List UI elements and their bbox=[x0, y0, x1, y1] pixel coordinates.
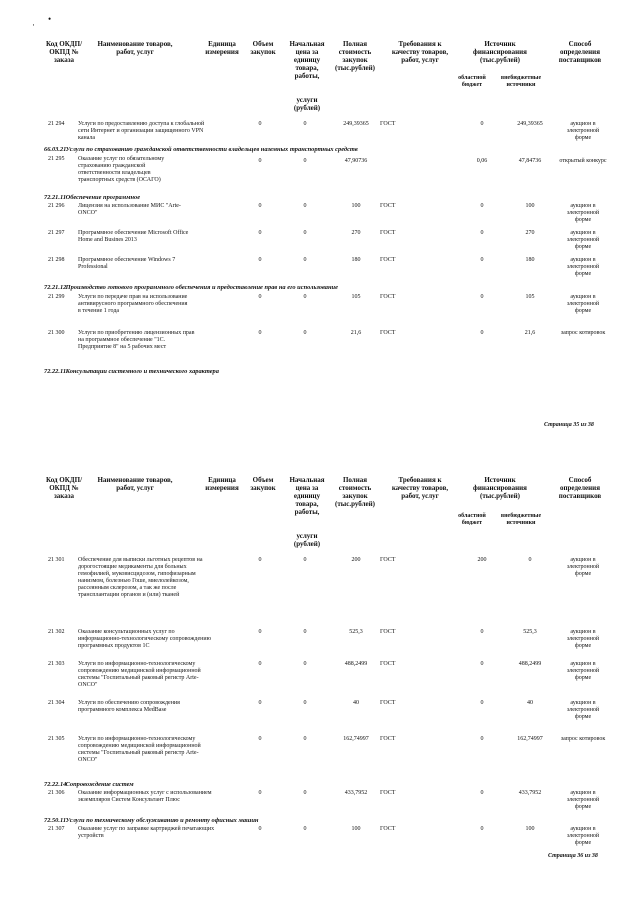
offbudget: 270 bbox=[525, 230, 535, 236]
total-cost: 47,90736 bbox=[344, 158, 368, 164]
volume: 0 bbox=[258, 557, 262, 563]
col-header-name: Наименование товаров, работ, услуг bbox=[97, 476, 173, 492]
offbudget: 0 bbox=[528, 557, 532, 563]
procurement-method: открытый конкурс bbox=[559, 158, 607, 164]
order-number: 21 297 bbox=[48, 230, 65, 236]
total-cost: 270 bbox=[351, 230, 361, 236]
order-number: 21 302 bbox=[48, 629, 65, 635]
regional-budget: 0,06 bbox=[476, 158, 488, 164]
volume: 0 bbox=[258, 203, 262, 209]
offbudget: 525,3 bbox=[523, 629, 537, 635]
volume: 0 bbox=[258, 330, 262, 336]
total-cost: 433,7952 bbox=[344, 790, 368, 796]
order-number: 21 296 bbox=[48, 203, 65, 209]
offbudget: 488,2499 bbox=[518, 661, 542, 667]
offbudget: 433,7952 bbox=[518, 790, 542, 796]
procurement-method: аукцион в электронной форме bbox=[566, 230, 600, 250]
col-header-unit: Единица измерения bbox=[205, 476, 239, 492]
requirements: ГОСТ bbox=[380, 629, 396, 635]
item-name: Оказание информационных услуг с использованием экземпляров Систем Консультант Плюс bbox=[78, 790, 212, 803]
volume: 0 bbox=[258, 700, 262, 706]
col-header-volume: Объем закупок bbox=[250, 476, 276, 492]
offbudget: 105 bbox=[525, 294, 535, 300]
order-number: 21 306 bbox=[48, 790, 65, 796]
section-heading: 72.21.11 Обеспечение программное bbox=[44, 194, 141, 201]
regional-budget: 0 bbox=[480, 257, 484, 263]
col-header-requirements: Требования к качеству товаров, работ, услуг bbox=[391, 40, 449, 64]
requirements: ГОСТ bbox=[380, 121, 396, 127]
col-header-name: Наименование товаров, работ, услуг bbox=[97, 40, 173, 56]
requirements: ГОСТ bbox=[380, 826, 396, 832]
procurement-method: аукцион в электронной форме bbox=[566, 121, 600, 141]
col-header-source: Источник финансирования (тыс.рублей) bbox=[473, 476, 527, 500]
page-number: Страница 36 из 38 bbox=[548, 853, 598, 859]
col-header-total: Полная стоимость закупок (тыс.рублей) bbox=[334, 40, 376, 72]
volume: 0 bbox=[258, 121, 262, 127]
col-header-total: Полная стоимость закупок (тыс.рублей) bbox=[334, 476, 376, 508]
offbudget: 162,74997 bbox=[517, 736, 543, 742]
document-page-35 bbox=[0, 0, 640, 450]
volume: 0 bbox=[258, 230, 262, 236]
col-header-method: Способ определения поставщиков bbox=[558, 476, 602, 500]
item-name: Оказание услуг по заправке картриджей печатающих устройств bbox=[78, 826, 215, 839]
volume: 0 bbox=[258, 826, 262, 832]
scan-mark: · bbox=[32, 20, 35, 30]
unit-price: 0 bbox=[303, 294, 307, 300]
unit-price: 0 bbox=[303, 121, 307, 127]
offbudget: 249,39365 bbox=[517, 121, 543, 127]
volume: 0 bbox=[258, 736, 262, 742]
offbudget: 100 bbox=[525, 826, 535, 832]
procurement-method: аукцион в электронной форме bbox=[566, 700, 600, 720]
document-page-36 bbox=[0, 455, 640, 905]
order-number: 21 295 bbox=[48, 156, 65, 162]
total-cost: 21,6 bbox=[350, 330, 362, 336]
item-name: Услуги по приобретению лицензионных прав на программное обеспечение "1С. Предприятие 8" на 5 рабочих мест bbox=[78, 330, 195, 350]
requirements: ГОСТ bbox=[380, 203, 396, 209]
item-name: Программное обеспечение Windows 7 Professional bbox=[78, 257, 176, 270]
item-name: Оказание услуг по обязательному страхованию гражданской ответственности владельцев транспортных средств (ОСАГО) bbox=[78, 156, 165, 183]
requirements: ГОСТ bbox=[380, 294, 396, 300]
item-name: Услуги по информационно-технологическому сопровождению медицинской информационной системы "Госпитальный раковый регистр Arte-ONCO" bbox=[78, 736, 201, 763]
volume: 0 bbox=[258, 661, 262, 667]
volume: 0 bbox=[258, 257, 262, 263]
item-name: Программное обеспечение Microsoft Office Home and Busines 2013 bbox=[78, 230, 189, 243]
col-header-price-unit: услуги (рублей) bbox=[293, 96, 321, 112]
order-number: 21 300 bbox=[48, 330, 65, 336]
regional-budget: 0 bbox=[480, 826, 484, 832]
col-header-source: Источник финансирования (тыс.рублей) bbox=[473, 40, 527, 64]
col-header-offbudget: внебюджетные источники bbox=[500, 75, 542, 88]
order-number: 21 305 bbox=[48, 736, 65, 742]
order-number: 21 303 bbox=[48, 661, 65, 667]
offbudget: 40 bbox=[527, 700, 533, 706]
total-cost: 100 bbox=[351, 203, 361, 209]
total-cost: 100 bbox=[351, 826, 361, 832]
unit-price: 0 bbox=[303, 826, 307, 832]
requirements: ГОСТ bbox=[380, 557, 396, 563]
requirements: ГОСТ bbox=[380, 661, 396, 667]
total-cost: 488,2499 bbox=[344, 661, 368, 667]
regional-budget: 0 bbox=[480, 661, 484, 667]
procurement-method: аукцион в электронной форме bbox=[566, 826, 600, 846]
order-number: 21 294 bbox=[48, 121, 65, 127]
procurement-method: аукцион в электронной форме bbox=[566, 203, 600, 223]
scan-mark: • bbox=[48, 14, 52, 24]
offbudget: 100 bbox=[525, 203, 535, 209]
requirements: ГОСТ bbox=[380, 330, 396, 336]
total-cost: 200 bbox=[351, 557, 361, 563]
requirements: ГОСТ bbox=[380, 790, 396, 796]
regional-budget: 0 bbox=[480, 629, 484, 635]
item-name: Услуги по обеспечению сопровождения программного комплекса MedBase bbox=[78, 700, 180, 713]
col-header-price: Начальная цена за единицу товара, работы, bbox=[289, 476, 325, 516]
regional-budget: 0 bbox=[480, 230, 484, 236]
col-header-unit: Единица измерения bbox=[205, 40, 239, 56]
regional-budget: 0 bbox=[480, 330, 484, 336]
col-header-regional-budget: областной бюджет bbox=[458, 513, 486, 526]
order-number: 21 298 bbox=[48, 257, 65, 263]
regional-budget: 0 bbox=[480, 203, 484, 209]
item-name: Обеспечение для выписки льготных рецептов на дорогостоящие медикаменты для больных гемофилией, муковисцидозом, гипофизарным нанизмом, болезнью Гоше, миелолейкозом, рассеянным склерозом, а так же после трансплантации органов и (или) тканей bbox=[78, 557, 203, 598]
total-cost: 180 bbox=[351, 257, 361, 263]
regional-budget: 0 bbox=[480, 294, 484, 300]
page-number: Страница 35 из 38 bbox=[544, 422, 594, 428]
requirements: ГОСТ bbox=[380, 257, 396, 263]
regional-budget: 200 bbox=[477, 557, 487, 563]
procurement-method: аукцион в электронной форме bbox=[566, 629, 600, 649]
col-header-regional-budget: областной бюджет bbox=[458, 75, 486, 88]
unit-price: 0 bbox=[303, 736, 307, 742]
unit-price: 0 bbox=[303, 790, 307, 796]
total-cost: 525,3 bbox=[349, 629, 363, 635]
procurement-method: аукцион в электронной форме bbox=[566, 790, 600, 810]
volume: 0 bbox=[258, 294, 262, 300]
order-number: 21 299 bbox=[48, 294, 65, 300]
unit-price: 0 bbox=[303, 557, 307, 563]
col-header-code: Код ОКДП/ ОКПД № заказа bbox=[45, 40, 83, 64]
unit-price: 0 bbox=[303, 257, 307, 263]
item-name: Услуги по передаче прав на использование антивирусного программного обеспечения в течение 1 года bbox=[78, 294, 188, 314]
regional-budget: 0 bbox=[480, 790, 484, 796]
section-heading: 72.50.11 Услуги по техническому обслуживанию и ремонту офисных машин bbox=[44, 817, 259, 824]
col-header-code: Код ОКДП/ ОКПД № заказа bbox=[45, 476, 83, 500]
regional-budget: 0 bbox=[480, 121, 484, 127]
item-name: Услуги по предоставлению доступа к глобальной сети Интернет и организации защищенного VPN канала bbox=[78, 121, 205, 141]
unit-price: 0 bbox=[303, 330, 307, 336]
col-header-price-unit: услуги (рублей) bbox=[293, 532, 321, 548]
requirements: ГОСТ bbox=[380, 736, 396, 742]
total-cost: 105 bbox=[351, 294, 361, 300]
section-heading: 72.22.11 Консультации системного и технического характера bbox=[44, 368, 219, 375]
section-heading: 72.22.14 Сопровождение систем bbox=[44, 781, 134, 788]
unit-price: 0 bbox=[303, 158, 307, 164]
unit-price: 0 bbox=[303, 230, 307, 236]
unit-price: 0 bbox=[303, 203, 307, 209]
procurement-method: запрос котировок bbox=[560, 330, 606, 336]
offbudget: 180 bbox=[525, 257, 535, 263]
procurement-method: аукцион в электронной форме bbox=[566, 257, 600, 277]
col-header-offbudget: внебюджетные источники bbox=[500, 513, 542, 526]
requirements: ГОСТ bbox=[380, 700, 396, 706]
procurement-method: аукцион в электронной форме bbox=[566, 557, 600, 577]
order-number: 21 304 bbox=[48, 700, 65, 706]
col-header-price: Начальная цена за единицу товара, работы, bbox=[289, 40, 325, 80]
procurement-method: запрос котировок bbox=[560, 736, 606, 742]
section-heading: 66.03.21 Услуги по страхованию гражданской ответственности владельцев наземных транспортных средств bbox=[44, 146, 358, 153]
section-heading: 72.21.12 Производство готового программного обеспечения и предоставление прав на его использование bbox=[44, 284, 338, 291]
order-number: 21 307 bbox=[48, 826, 65, 832]
regional-budget: 0 bbox=[480, 736, 484, 742]
total-cost: 40 bbox=[353, 700, 359, 706]
total-cost: 249,39365 bbox=[343, 121, 369, 127]
col-header-requirements: Требования к качеству товаров, работ, услуг bbox=[391, 476, 449, 500]
col-header-method: Способ определения поставщиков bbox=[558, 40, 602, 64]
item-name: Услуги по информационно-технологическому сопровождению медицинской информационной системы "Госпитальный раковый регистр Arte-ONCO" bbox=[78, 661, 201, 688]
order-number: 21 301 bbox=[48, 557, 65, 563]
total-cost: 162,74997 bbox=[343, 736, 369, 742]
volume: 0 bbox=[258, 629, 262, 635]
volume: 0 bbox=[258, 158, 262, 164]
procurement-method: аукцион в электронной форме bbox=[566, 294, 600, 314]
offbudget: 47,84736 bbox=[518, 158, 542, 164]
col-header-volume: Объем закупок bbox=[250, 40, 276, 56]
volume: 0 bbox=[258, 790, 262, 796]
requirements: ГОСТ bbox=[380, 230, 396, 236]
procurement-method: аукцион в электронной форме bbox=[566, 661, 600, 681]
item-name: Оказание консультационных услуг по информационно-технологическому сопровождению программных продуктов 1С bbox=[78, 629, 212, 649]
item-name: Лицензия на использование МИС "Arte-ONCO" bbox=[78, 203, 181, 216]
regional-budget: 0 bbox=[480, 700, 484, 706]
unit-price: 0 bbox=[303, 700, 307, 706]
offbudget: 21,6 bbox=[524, 330, 536, 336]
unit-price: 0 bbox=[303, 629, 307, 635]
unit-price: 0 bbox=[303, 661, 307, 667]
